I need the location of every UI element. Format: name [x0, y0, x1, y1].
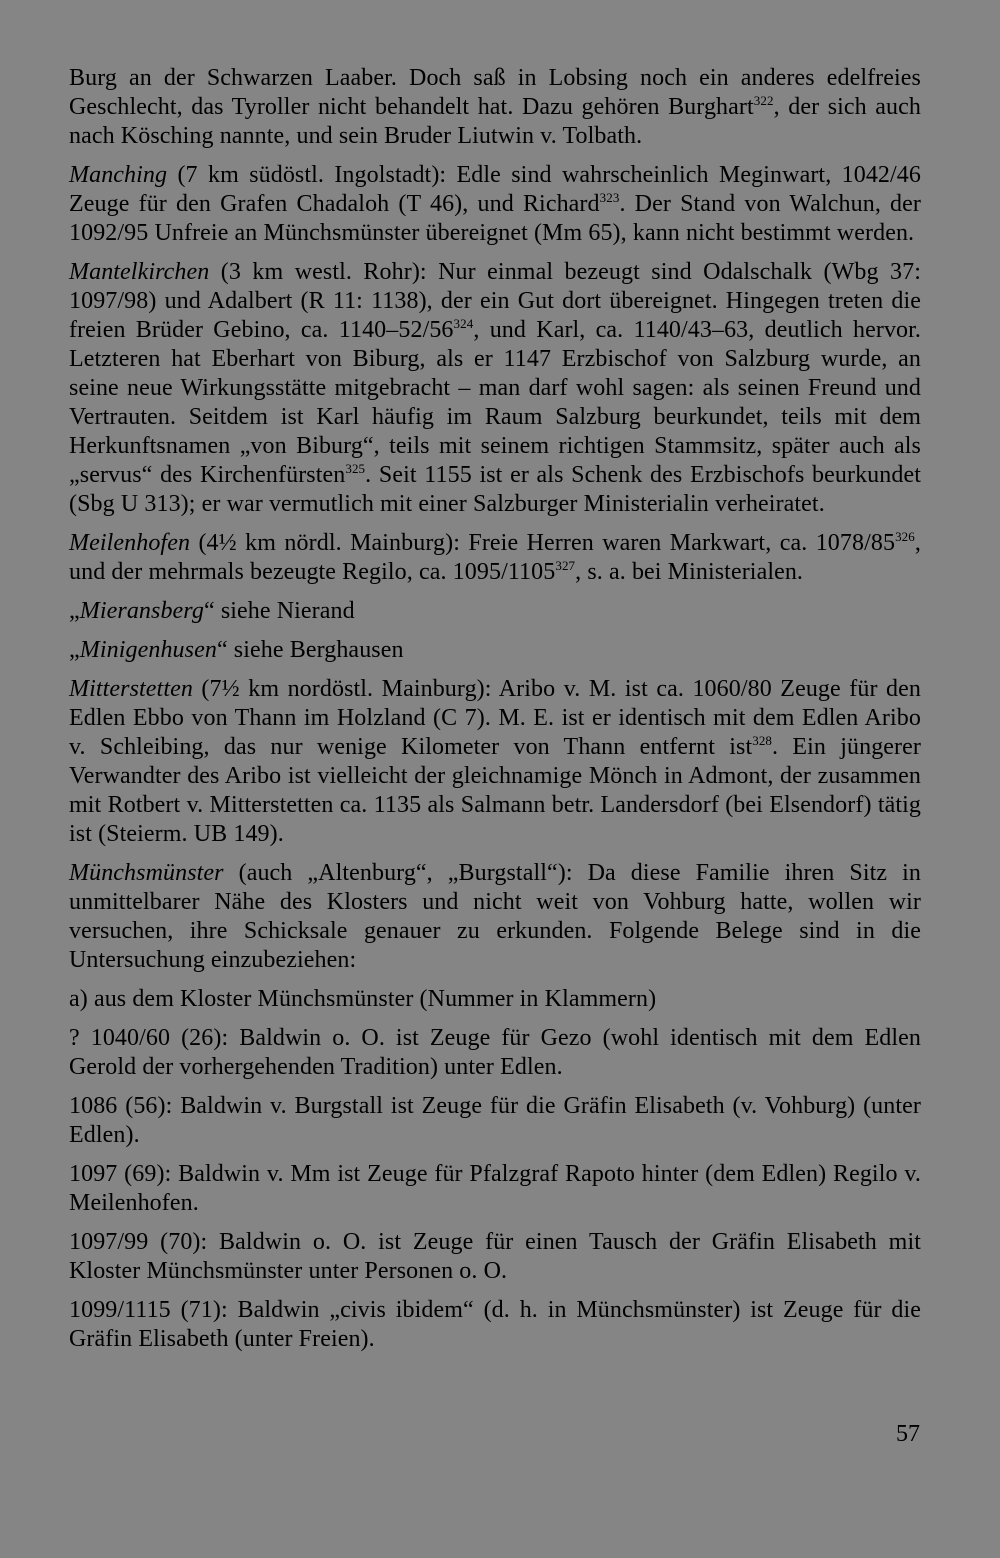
paragraph	[69, 1024, 921, 1082]
text-run: 1097 (69): Baldwin v. Mm ist Zeuge für Pfalzgraf Rapoto hinter (dem Edlen) Regilo v. Meilenhofen.	[69, 1161, 921, 1216]
text-run: , und der mehrmals bezeugte Regilo, ca. 1095/1105	[69, 530, 921, 585]
paragraph	[69, 161, 921, 248]
text-body	[69, 64, 921, 1364]
text-run: a) aus dem Kloster Münchsmünster (Nummer in Klammern)	[69, 986, 657, 1012]
text-run: 1099/1115 (71): Baldwin „civis ibidem“ (d. h. in Münchsmünster) ist Zeuge für die Gräfin Elisabeth (unter Freien).	[69, 1297, 921, 1352]
text-run: ? 1040/60 (26): Baldwin o. O. ist Zeuge für Gezo (wohl identisch mit dem Edlen Gerold der vorhergehenden Tradition) unter Edlen.	[69, 1025, 921, 1080]
paragraph	[69, 985, 921, 1014]
paragraph	[69, 258, 921, 519]
text-run: , der sich auch nach Kösching nannte, und sein Bruder Liutwin v. Tolbath.	[69, 94, 922, 149]
paragraph	[69, 636, 921, 665]
footnote-marker: 327	[555, 558, 576, 573]
text-run: (3 km westl. Rohr): Nur einmal bezeugt sind Odalschalk (Wbg 37: 1097/98) und Adalbert (R 11: 1138), der ein Gut dort übereignet. Hingegen treten die freien Brüder Gebino, ca. 1140–52/56	[69, 259, 921, 343]
page-number: 57	[896, 1421, 920, 1447]
text-run: 1097/99 (70): Baldwin o. O. ist Zeuge für einen Tausch der Gräfin Elisabeth mit Kloster Münchsmünster unter Personen o. O.	[69, 1229, 921, 1284]
entry-heading: Mitterstetten	[69, 676, 193, 702]
text-run: 1086 (56): Baldwin v. Burgstall ist Zeuge für die Gräfin Elisabeth (v. Vohburg) (unter Edlen).	[69, 1093, 921, 1148]
text-run: Burg an der Schwarzen Laaber. Doch saß in Lobsing noch ein anderes edelfreies Geschlecht, das Tyroller nicht behandelt hat. Dazu gehören Burghart	[69, 65, 921, 120]
text-run: , s. a. bei Ministerialen.	[575, 559, 804, 585]
footnote-marker: 326	[895, 529, 915, 544]
text-run: , und Karl, ca. 1140/43–63, deutlich hervor. Letzteren hat Eberhart von Biburg, als er 1147 Erzbischof von Salzburg wurde, an seine neue Wirkungsstätte mitgebracht – man darf wohl sagen: als seinen Freund und Vertrauten. Seitdem ist Karl häufig im Raum Salzburg beurkundet, teils mit dem Herkunftsnamen „von Biburg“, teils mit seinem richtigen Stammsitz, später auch als „servus“ des Kirchenfürsten	[69, 317, 922, 488]
paragraph	[69, 597, 921, 626]
text-run: “ siehe Nierand	[203, 598, 355, 624]
footnote-marker: 325	[345, 461, 366, 476]
text-run: (auch „Altenburg“, „Burgstall“): Da diese Familie ihren Sitz in unmittelbarer Nähe des Klosters und nicht weit von Vohburg hatte, wollen wir versuchen, ihre Schicksale genauer zu erkunden. Folgende Belege sind in die Untersuchung einzubeziehen:	[69, 860, 921, 973]
text-run: . Der Stand von Walchun, der 1092/95 Unfreie an Münchsmünster übereignet (Mm 65), kann nicht bestimmt werden.	[69, 191, 922, 246]
paragraph	[69, 1296, 921, 1354]
text-run: (7 km südöstl. Ingolstadt): Edle sind wahrscheinlich Meginwart, 1042/46 Zeuge für den Grafen Chadaloh (T 46), und Richard	[69, 162, 921, 217]
paragraph	[69, 1160, 921, 1218]
text-run: „	[69, 598, 80, 624]
footnote-marker: 323	[599, 190, 620, 205]
entry-heading: Manching	[69, 162, 168, 188]
text-run: “ siehe Berghausen	[216, 637, 404, 663]
paragraph	[69, 675, 921, 849]
text-run: (4½ km nördl. Mainburg): Freie Herren waren Markwart, ca. 1078/85	[190, 530, 896, 556]
text-run: (7½ km nordöstl. Mainburg): Aribo v. M. ist ca. 1060/80 Zeuge für den Edlen Ebbo von Thann im Holzland (C 7). M. E. ist er identisch mit dem Edlen Aribo v. Schleibing, das nur wenige Kilometer von Thann entfernt ist	[69, 676, 921, 760]
entry-heading: Minigenhusen	[79, 637, 217, 663]
paragraph	[69, 64, 921, 151]
paragraph	[69, 1092, 921, 1150]
paragraph	[69, 529, 921, 587]
text-run: . Ein jüngerer Verwandter des Aribo ist vielleicht der gleichnamige Mönch in Admont, der zusammen mit Rotbert v. Mitterstetten ca. 1135 als Salmann betr. Landersdorf (bei Elsendorf) tätig ist (Steierm. UB 149).	[69, 734, 921, 847]
entry-heading: Mieransberg	[79, 598, 204, 624]
entry-heading: Meilenhofen	[69, 530, 191, 556]
entry-heading: Münchsmünster	[69, 860, 224, 886]
footnote-marker: 322	[753, 93, 774, 108]
text-run: „	[69, 637, 80, 663]
paragraph	[69, 1228, 921, 1286]
footnote-marker: 324	[453, 316, 474, 331]
text-run: . Seit 1155 ist er als Schenk des Erzbischofs beurkundet (Sbg U 313); er war vermutlich mit einer Salzburger Ministerialin verheiratet.	[69, 462, 921, 517]
paragraph	[69, 859, 921, 975]
entry-heading: Mantelkirchen	[69, 259, 210, 285]
footnote-marker: 328	[752, 733, 773, 748]
